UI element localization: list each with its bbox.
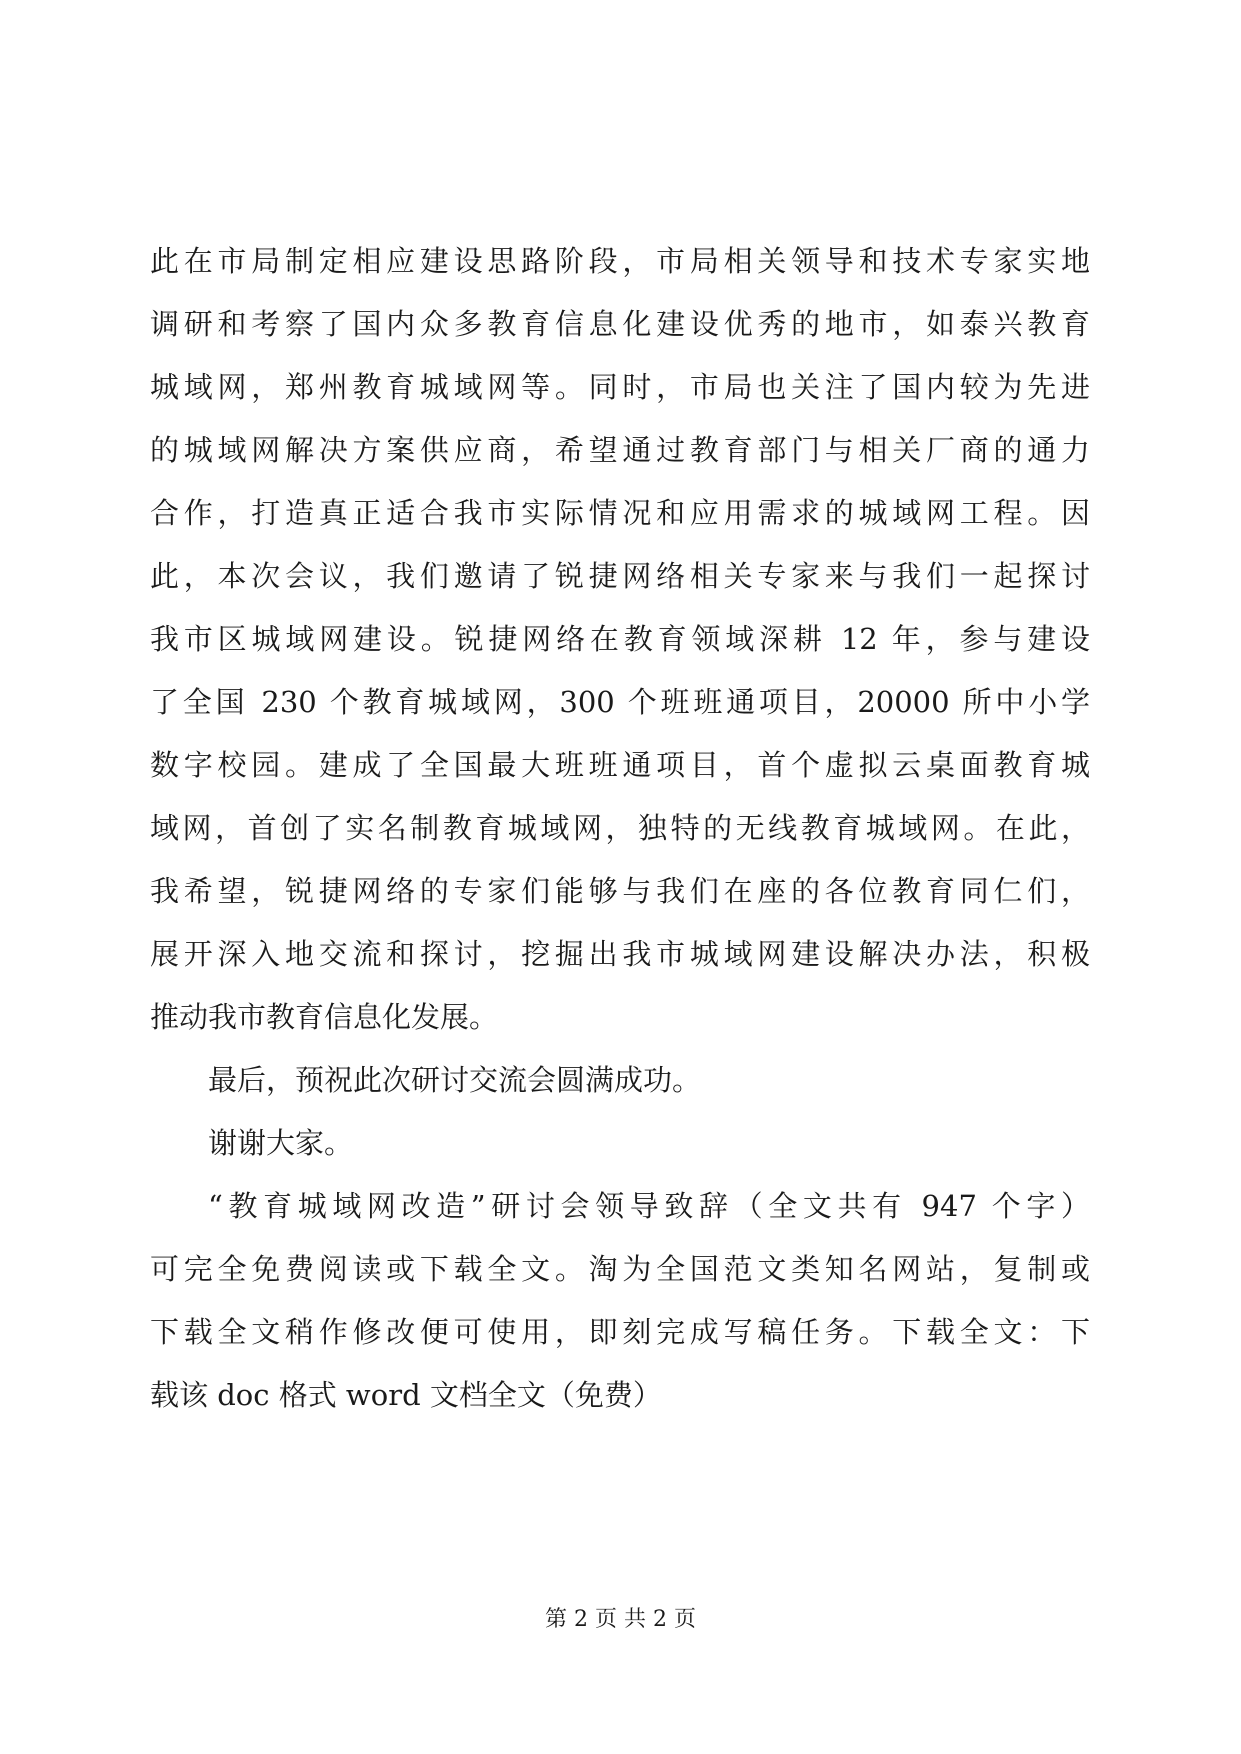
text-line: 了全国 230 个教育城域网，300 个班班通项目，20000 所中小学 (150, 685, 1090, 719)
text-line: 下载全文稍作修改便可使用，即刻完成写稿任务。下载全文：下 (150, 1315, 1090, 1349)
text-line: 城域网，郑州教育城域网等。同时，市局也关注了国内较为先进 (150, 370, 1090, 404)
text-line: 域网，首创了实名制教育城域网，独特的无线教育城域网。在此， (150, 811, 1090, 845)
text-line: 展开深入地交流和探讨，挖掘出我市城域网建设解决办法，积极 (150, 937, 1090, 971)
text-line: 推动我市教育信息化发展。 (150, 1000, 499, 1034)
text-line: 调研和考察了国内众多教育信息化建设优秀的地市，如泰兴教育 (150, 307, 1090, 341)
paragraph-closing-wish: 最后，预祝此次研讨交流会圆满成功。 (208, 1063, 702, 1097)
text-line: 我市区城域网建设。锐捷网络在教育领域深耕 12 年，参与建设 (150, 622, 1090, 656)
page-number-footer: 第 2 页 共 2 页 (545, 1607, 696, 1632)
document-body (150, 230, 1090, 1427)
paragraph-speech-body (150, 230, 1090, 1049)
text-line: 我希望，锐捷网络的专家们能够与我们在座的各位教育同仁们， (150, 874, 1090, 908)
text-line: “教育城域网改造”研讨会领导致辞（全文共有 947 个字） (208, 1189, 1090, 1223)
text-line: 数字校园。建成了全国最大班班通项目，首个虚拟云桌面教育城 (150, 748, 1090, 782)
text-line: 此在市局制定相应建设思路阶段，市局相关领导和技术专家实地 (150, 244, 1090, 278)
download-link-text[interactable]: 载该 doc 格式 word 文档全文（免费） (150, 1378, 662, 1412)
text-line: 合作，打造真正适合我市实际情况和应用需求的城域网工程。因 (150, 496, 1090, 530)
text-line: 可完全免费阅读或下载全文。淘为全国范文类知名网站，复制或 (150, 1252, 1090, 1286)
paragraph-thanks: 谢谢大家。 (208, 1126, 354, 1160)
text-line: 的城域网解决方案供应商，希望通过教育部门与相关厂商的通力 (150, 433, 1090, 467)
paragraph-download-notice (150, 1175, 1090, 1427)
text-line: 此，本次会议，我们邀请了锐捷网络相关专家来与我们一起探讨 (150, 559, 1090, 593)
